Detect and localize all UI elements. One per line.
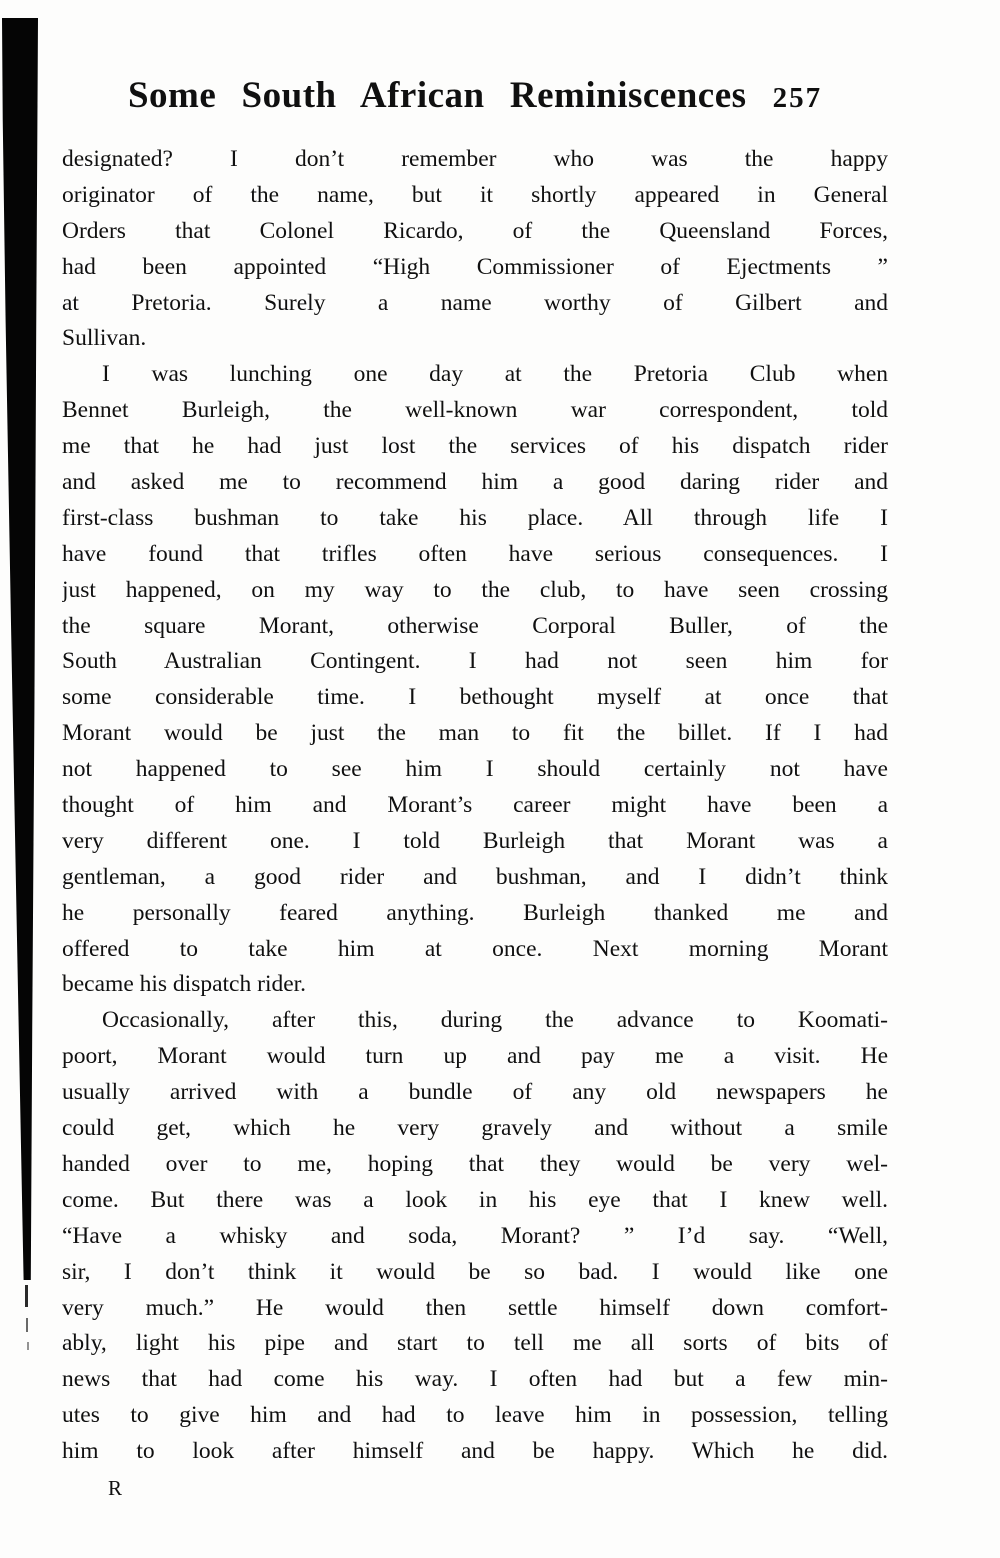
- body-text: [62, 142, 888, 1470]
- text-line: very much.” He would then settle himself down comfort-: [62, 1294, 888, 1321]
- text-line: have found that trifles often have serious consequences. I: [62, 540, 888, 567]
- text-line: had been appointed “High Commissioner of Ejectments ”: [62, 253, 888, 280]
- text-line: some considerable time. I bethought myself at once that: [62, 684, 888, 711]
- text-line: offered to take him at once. Next morning Morant: [62, 935, 888, 962]
- text-line: South Australian Contingent. I had not seen him for: [62, 648, 888, 675]
- text-line: very different one. I told Burleigh that Morant was a: [62, 827, 888, 854]
- text-line: poort, Morant would turn up and pay me a visit. He: [62, 1043, 888, 1070]
- binding-shadow: [2, 18, 38, 1280]
- page-header: [62, 74, 888, 117]
- text-line: and asked me to recommend him a good daring rider and: [62, 469, 888, 496]
- text-line: I was lunching one day at the Pretoria Club when: [102, 361, 888, 388]
- text-line: ably, light his pipe and start to tell me all sorts of bits of: [62, 1330, 888, 1357]
- text-line: originator of the name, but it shortly appeared in General: [62, 181, 888, 208]
- text-line: Orders that Colonel Ricardo, of the Queensland Forces,: [62, 217, 888, 244]
- text-line: Bennet Burleigh, the well-known war correspondent, told: [62, 397, 888, 424]
- text-line: news that had come his way. I often had but a few min-: [62, 1366, 888, 1393]
- text-line: usually arrived with a bundle of any old newspapers he: [62, 1079, 888, 1106]
- binding-shadow-dash: [27, 1342, 29, 1350]
- text-line: he personally feared anything. Burleigh thanked me and: [62, 899, 888, 926]
- text-line: designated? I don’t remember who was the happy: [62, 146, 888, 172]
- text-line: handed over to me, hoping that they would be very wel-: [62, 1150, 888, 1177]
- paragraph: [62, 142, 888, 357]
- text-line: utes to give him and had to leave him in possession, telling: [62, 1402, 888, 1429]
- binding-shadow-dash: [26, 1318, 28, 1332]
- page-number: 257: [772, 82, 823, 114]
- text-line: just happened, on my way to the club, to have seen crossing: [62, 576, 888, 603]
- text-line: at Pretoria. Surely a name worthy of Gilbert and: [62, 289, 888, 316]
- text-line: me that he had just lost the services of his dispatch rider: [62, 433, 888, 460]
- text-line: gentleman, a good rider and bushman, and I didn’t think: [62, 863, 888, 890]
- signature-mark: R: [108, 1476, 124, 1500]
- text-line: sir, I don’t think it would be so bad. I would like one: [62, 1258, 888, 1285]
- text-line: thought of him and Morant’s career might have been a: [62, 792, 888, 819]
- text-line: Sullivan.: [62, 325, 147, 352]
- text-line: Morant would be just the man to fit the billet. If I had: [62, 720, 888, 747]
- text-line: first-class bushman to take his place. All through life I: [62, 504, 888, 531]
- text-line: come. But there was a look in his eye that I knew well.: [62, 1186, 888, 1213]
- binding-shadow-dash: [25, 1285, 28, 1307]
- text-line: “Have a whisky and soda, Morant? ” I’d say. “Well,: [62, 1222, 888, 1249]
- text-line: Occasionally, after this, during the advance to Koomati-: [102, 1007, 888, 1034]
- text-line: became his dispatch rider.: [62, 971, 307, 998]
- running-title: Some South African Reminiscences: [127, 75, 747, 116]
- paragraph: [62, 1003, 888, 1470]
- text-line: could get, which he very gravely and without a smile: [62, 1115, 888, 1142]
- text-line: the square Morant, otherwise Corporal Buller, of the: [62, 612, 888, 639]
- text-line: not happened to see him I should certainly not have: [62, 756, 888, 783]
- text-line: him to look after himself and be happy. Which he did.: [62, 1438, 888, 1465]
- paragraph: [62, 357, 888, 1003]
